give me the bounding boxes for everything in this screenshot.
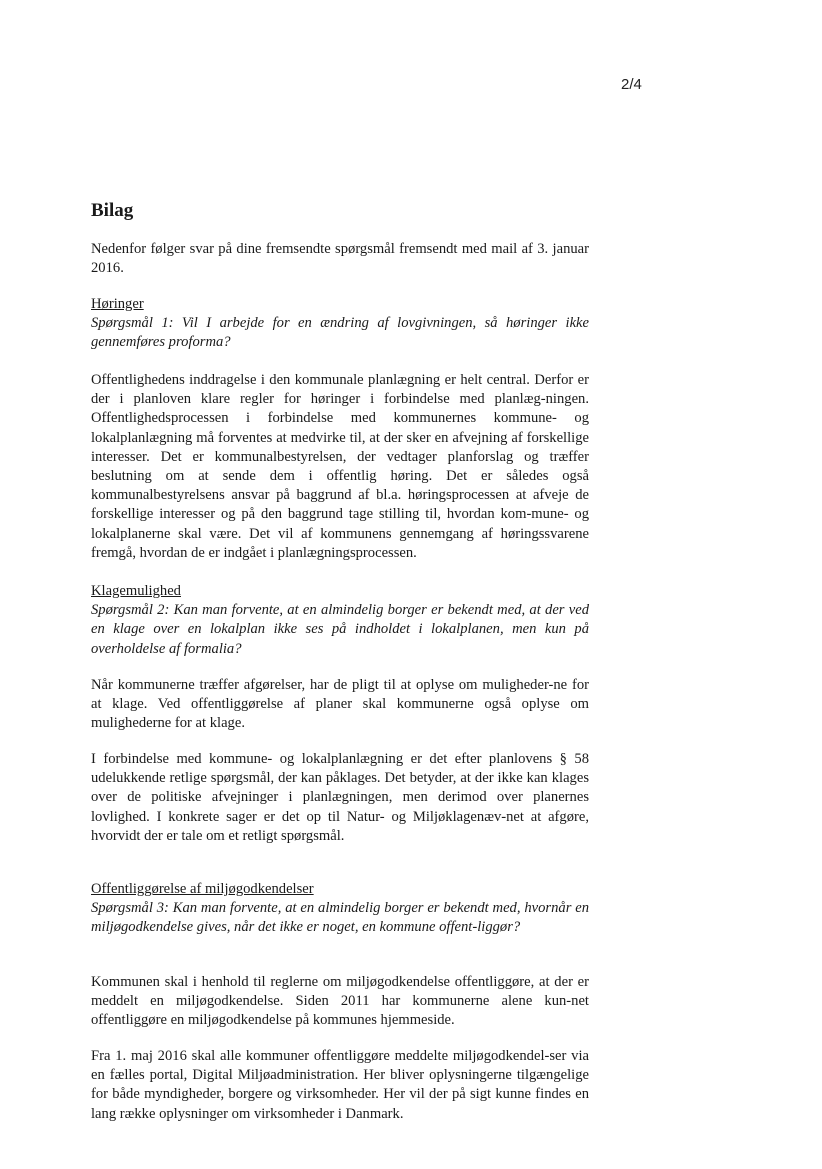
section-heading: Høringer bbox=[91, 296, 144, 312]
intro-paragraph: Nedenfor følger svar på dine fremsendte spørgsmål fremsendt med mail af 3. januar 2016. bbox=[91, 241, 589, 277]
answer-paragraph: Kommunen skal i henhold til reglerne om miljøgodkendelse offentliggøre, at der er meddelt en miljøgodkendelse. Siden 2011 har kommunerne alene kun-net offentliggøre en miljøgodkendelse på kommunes hjemmeside. bbox=[91, 974, 589, 1029]
answer-paragraph: Offentlighedens inddragelse i den kommunale planlægning er helt central. Derfor er der i planloven klare regler for høringer i forbindelse med planlæg-ningen. Offentlighedsprocessen i forbindelse med kommunernes kommune- og lokalplanlægning må forventes at medvirke til, at der sker en afvejning af forskellige interesser. Det er kommunalbestyrelsen, der vedtager planforslag og træffer beslutning om at sende dem i offentlig høring. Det er således også kommunalbestyrelsens ansvar på baggrund af bl.a. høringsprocessen at afveje de forskellige interesser og på den baggrund tage stilling til, hvordan kom-mune- og lokalplanerne skal være. Det vil af kommunens gennemgang af høringssvarene fremgå, hvordan de er indgået i planlægningsprocessen. bbox=[91, 372, 589, 561]
section-heading: Klagemulighed bbox=[91, 583, 181, 599]
answer-paragraph: Når kommunerne træffer afgørelser, har de pligt til at oplyse om muligheder-ne for at klage. Ved offentliggørelse af planer skal kommunerne også oplyse om mulighederne for at klage. bbox=[91, 677, 589, 732]
section-offentliggorelse bbox=[91, 880, 589, 938]
question-text: Spørgsmål 2: Kan man forvente, at en almindelig borger er bekendt med, at der ved en klage over en lokalplan ikke ses på indholdet i lokalplanen, men kun på overholdelse af formalia? bbox=[91, 602, 589, 657]
page-number: 2/4 bbox=[621, 76, 642, 93]
answer-paragraph: Fra 1. maj 2016 skal alle kommuner offentliggøre meddelte miljøgodkendel-ser via en fælles portal, Digital Miljøadministration. Her bliver oplysningerne tilgængelige for både myndigheder, borgere og virksomheder. Her vil der på sigt kunne findes en lang række oplysninger om virksomheder i Danmark. bbox=[91, 1048, 589, 1122]
question-text: Spørgsmål 1: Vil I arbejde for en ændring af lovgivningen, så høringer ikke gennemføres proforma? bbox=[91, 315, 589, 351]
section-heading: Offentliggørelse af miljøgodkendelser bbox=[91, 881, 314, 897]
question-text: Spørgsmål 3: Kan man forvente, at en almindelig borger er bekendt med, hvornår en miljøgodkendelse gives, når det ikke er noget, en kommune offent-liggør? bbox=[91, 900, 589, 936]
section-horinger bbox=[91, 295, 589, 353]
answer-paragraph: I forbindelse med kommune- og lokalplanlægning er det efter planlovens § 58 udelukkende retlige spørgsmål, der kan påklages. Det betyder, at der ikke kan klages over de politiske afvejninger i planlægningen, men derimod over planernes lovlighed. I konkrete sager er det op til Natur- og Miljøklagenæv-net at afgøre, hvorvidt der er tale om et retligt spørgsmål. bbox=[91, 751, 589, 844]
section-klagemulighed bbox=[91, 582, 589, 659]
page-title: Bilag bbox=[91, 200, 134, 221]
